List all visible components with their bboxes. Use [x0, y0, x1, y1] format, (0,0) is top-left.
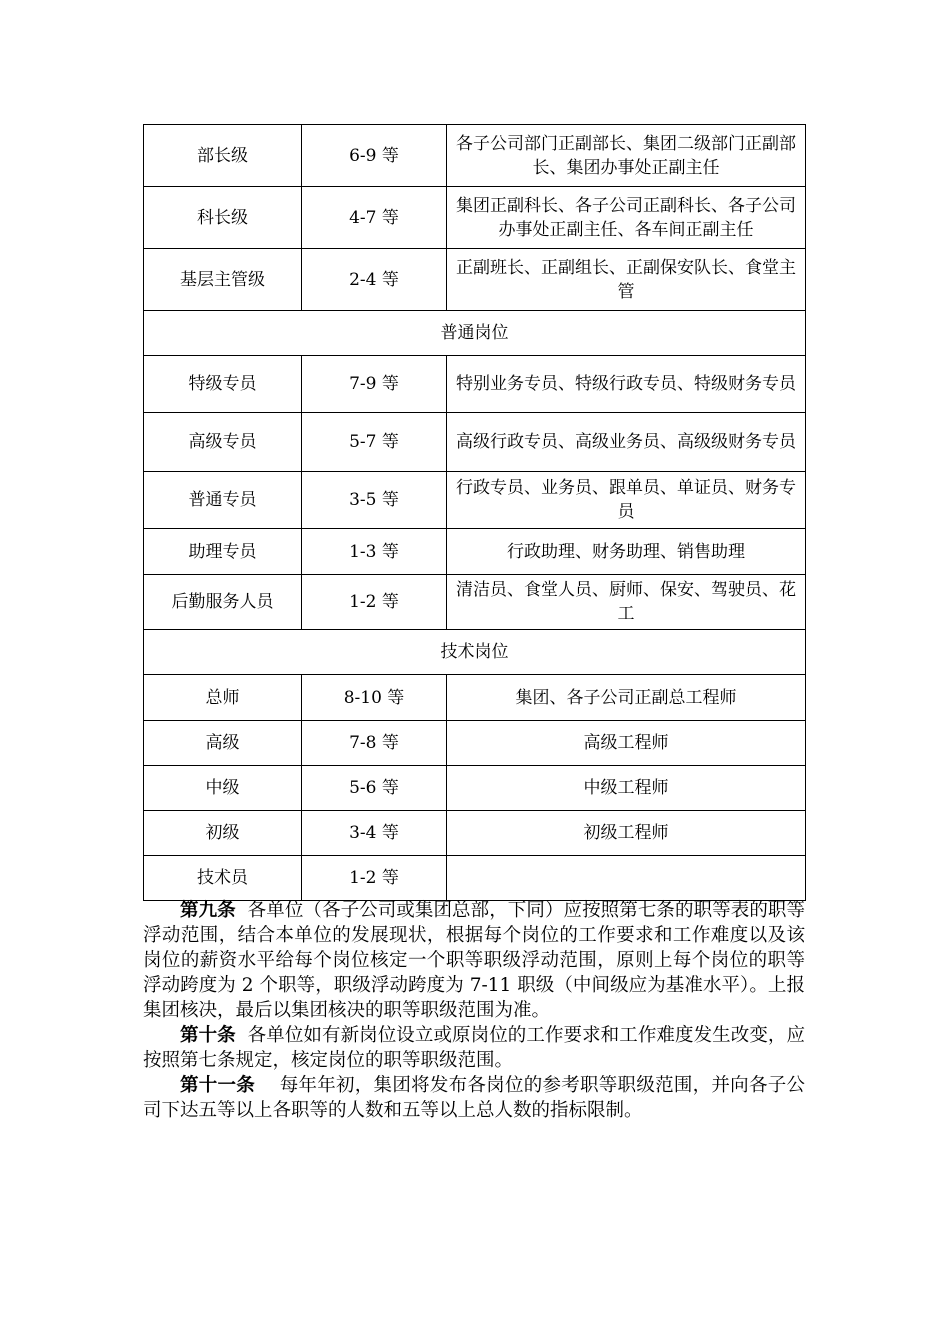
article-body: 各单位如有新岗位设立或原岗位的工作要求和工作难度发生改变，应按照第七条规定，核定岗位的职等职级范围。 [143, 1025, 805, 1071]
level-cell: 后勤服务人员 [144, 575, 302, 630]
section-row [144, 311, 806, 356]
grade-cell: 1-2 等 [302, 856, 447, 901]
level-cell: 普通专员 [144, 472, 302, 529]
table-row [144, 472, 806, 529]
table-row [144, 356, 806, 413]
grade-cell: 7-8 等 [302, 721, 447, 766]
section-title: 普通岗位 [144, 311, 806, 356]
level-cell: 助理专员 [144, 529, 302, 575]
table-row [144, 675, 806, 721]
grade-cell: 1-2 等 [302, 575, 447, 630]
article-paragraph [143, 898, 805, 1023]
level-cell: 基层主管级 [144, 249, 302, 311]
positions-cell: 各子公司部门正副部长、集团二级部门正副部长、集团办事处正副主任 [447, 125, 806, 187]
level-cell: 高级 [144, 721, 302, 766]
table-row [144, 811, 806, 856]
article-paragraph [143, 1073, 805, 1123]
table-row [144, 249, 806, 311]
grade-cell: 7-9 等 [302, 356, 447, 413]
grade-cell: 3-4 等 [302, 811, 447, 856]
table-row [144, 575, 806, 630]
article-text-block [143, 898, 805, 1123]
grade-cell: 2-4 等 [302, 249, 447, 311]
positions-cell: 高级行政专员、高级业务员、高级级财务专员 [447, 413, 806, 472]
positions-cell: 集团、各子公司正副总工程师 [447, 675, 806, 721]
positions-cell: 特别业务专员、特级行政专员、特级财务专员 [447, 356, 806, 413]
level-cell: 技术员 [144, 856, 302, 901]
positions-cell: 集团正副科长、各子公司正副科长、各子公司办事处正副主任、各车间正副主任 [447, 187, 806, 249]
table-row [144, 187, 806, 249]
article-heading: 第十条 [180, 1025, 236, 1046]
positions-cell: 高级工程师 [447, 721, 806, 766]
level-cell: 科长级 [144, 187, 302, 249]
grade-cell: 8-10 等 [302, 675, 447, 721]
table-row [144, 766, 806, 811]
table-row [144, 856, 806, 901]
level-cell: 总师 [144, 675, 302, 721]
article-paragraph [143, 1023, 805, 1073]
article-body: 各单位（各子公司或集团总部，下同）应按照第七条的职等表的职等浮动范围，结合本单位的发展现状，根据每个岗位的工作要求和工作难度以及该岗位的薪资水平给每个岗位核定一个职等职级浮动范围，原则上每个岗位的职等浮动跨度为 2 个职等，职级浮动跨度为 7-11 职级（中间级应为基准水平）。上报集团核决，最后以集团核决的职等职级范围为准。 [143, 900, 805, 1021]
positions-cell: 中级工程师 [447, 766, 806, 811]
article-heading: 第九条 [180, 900, 236, 921]
grade-cell: 3-5 等 [302, 472, 447, 529]
table-row [144, 721, 806, 766]
positions-cell: 初级工程师 [447, 811, 806, 856]
section-row [144, 630, 806, 675]
level-cell: 特级专员 [144, 356, 302, 413]
grade-cell: 5-7 等 [302, 413, 447, 472]
job-grade-table-body [144, 125, 806, 901]
positions-cell: 行政专员、业务员、跟单员、单证员、财务专员 [447, 472, 806, 529]
positions-cell: 清洁员、食堂人员、厨师、保安、驾驶员、花工 [447, 575, 806, 630]
table-row [144, 125, 806, 187]
table-row [144, 529, 806, 575]
article-heading: 第十一条 [180, 1075, 256, 1096]
grade-cell: 5-6 等 [302, 766, 447, 811]
level-cell: 初级 [144, 811, 302, 856]
level-cell: 部长级 [144, 125, 302, 187]
article-body: 每年年初，集团将发布各岗位的参考职等职级范围，并向各子公司下达五等以上各职等的人数和五等以上总人数的指标限制。 [143, 1075, 805, 1121]
table-row [144, 413, 806, 472]
job-grade-table [143, 124, 806, 901]
section-title: 技术岗位 [144, 630, 806, 675]
grade-cell: 6-9 等 [302, 125, 447, 187]
positions-cell: 行政助理、财务助理、销售助理 [447, 529, 806, 575]
level-cell: 高级专员 [144, 413, 302, 472]
level-cell: 中级 [144, 766, 302, 811]
grade-cell: 1-3 等 [302, 529, 447, 575]
positions-cell [447, 856, 806, 901]
grade-cell: 4-7 等 [302, 187, 447, 249]
positions-cell: 正副班长、正副组长、正副保安队长、食堂主管 [447, 249, 806, 311]
